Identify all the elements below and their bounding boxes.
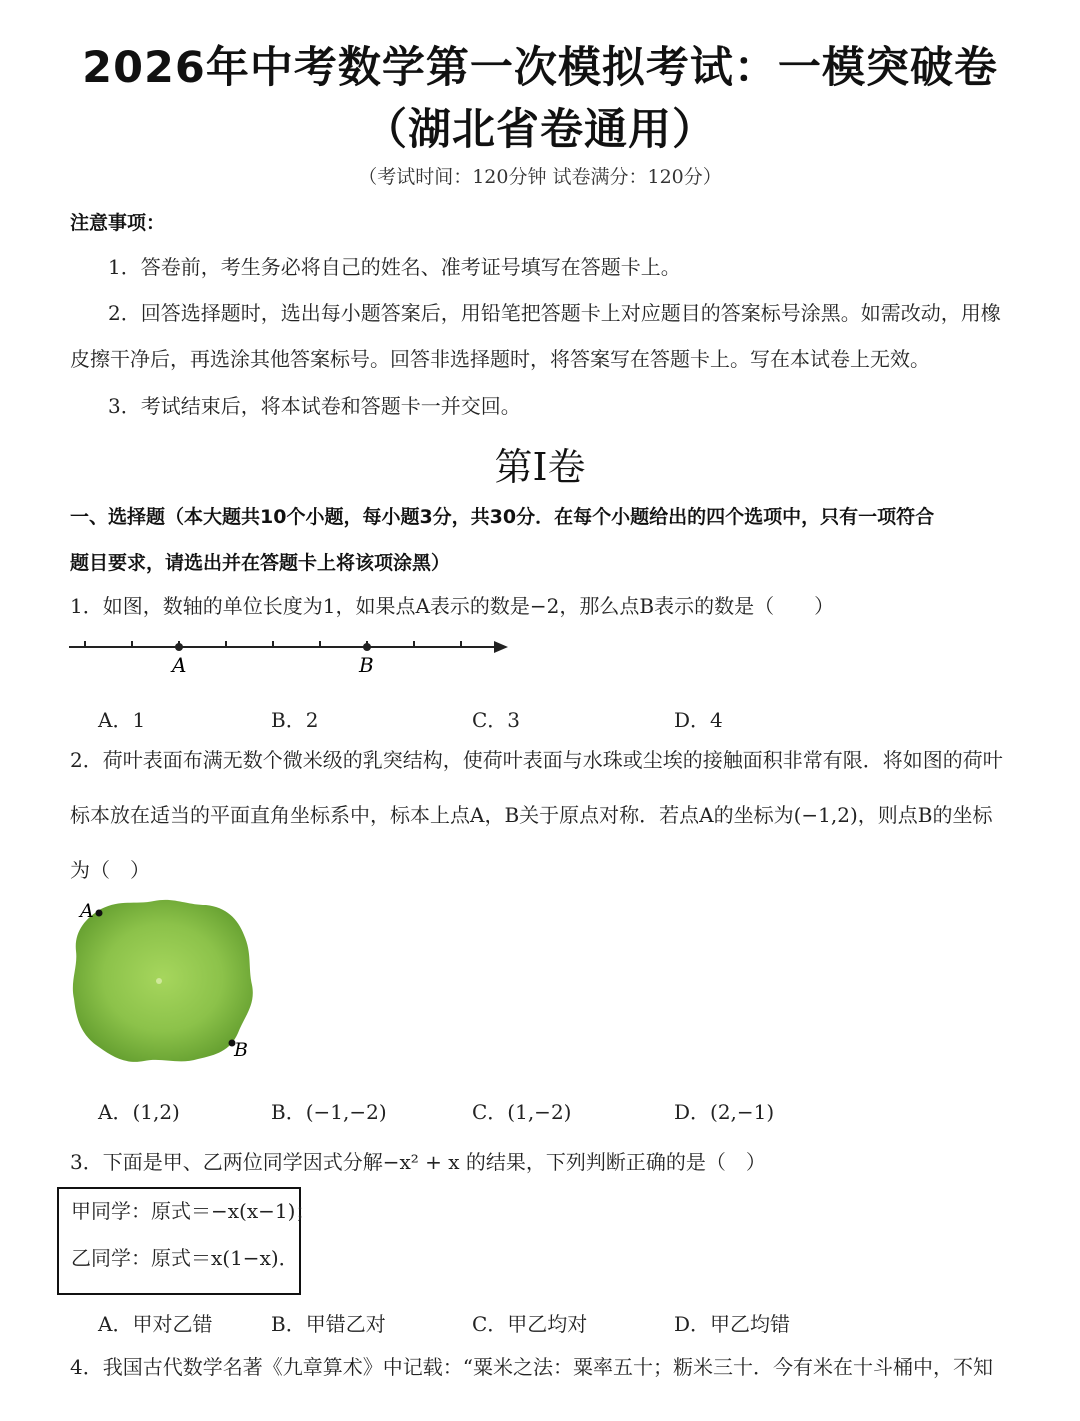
point-b-label: B: [359, 653, 374, 677]
exam-meta: （考试时间：120分钟 试卷满分：120分）: [358, 166, 722, 188]
q3-option-b: B．甲错乙对: [271, 1312, 386, 1336]
exam-title-line2: （湖北省卷通用）: [364, 105, 716, 155]
leaf-point-b-label: B: [234, 1039, 248, 1061]
q4-text: 4．我国古代数学名著《九章算术》中记载：“粟米之法：粟率五十；粝米三十．今有米在十斗桶中，不知: [70, 1355, 993, 1379]
notice-heading: 注意事项：: [70, 212, 166, 234]
q1-option-d: D．4: [674, 708, 723, 732]
q3-option-a: A．甲对乙错: [98, 1312, 213, 1336]
q2-text-line3: 为（ ）: [70, 858, 150, 882]
lotus-leaf-figure: [66, 895, 266, 1070]
q2-text-line2: 标本放在适当的平面直角坐标系中，标本上点A，B关于原点对称．若点A的坐标为(−1,2)，则点B的坐标: [70, 803, 993, 827]
q2-text-line1: 2．荷叶表面布满无数个微米级的乳突结构，使荷叶表面与水珠或尘埃的接触面积非常有限．将如图的荷叶: [70, 748, 1003, 772]
number-line-arrow: [494, 641, 508, 653]
q3-box-line2: 乙同学：原式＝x(1−x)．: [71, 1246, 299, 1270]
point-a-label: A: [172, 653, 187, 677]
q1-text: 1．如图，数轴的单位长度为1，如果点A表示的数是−2，那么点B表示的数是（ ）: [70, 594, 835, 618]
notice-item-2-line2: 皮擦干净后，再选涂其他答案标号。回答非选择题时，将答案写在答题卡上。写在本试卷上无效。: [70, 347, 930, 371]
part1-instructions-line1: 一、选择题（本大题共10个小题，每小题3分，共30分．在每个小题给出的四个选项中，只有一项符合: [70, 506, 935, 528]
q3-box-line1: 甲同学：原式＝−x(x−1)；: [71, 1199, 316, 1223]
q2-option-d: D．(2,−1): [674, 1100, 775, 1124]
q1-option-c: C．3: [472, 708, 521, 732]
leaf-point-a-dot: [96, 910, 103, 917]
notice-item-3: 3．考试结束后，将本试卷和答题卡一并交回。: [108, 394, 521, 418]
point-a-dot: [175, 643, 183, 651]
section-title: 第I卷: [494, 445, 586, 489]
q1-option-a: A．1: [98, 708, 146, 732]
q2-option-b: B．(−1,−2): [271, 1100, 387, 1124]
leaf-point-a-label: A: [80, 900, 94, 922]
leaf-center: [156, 978, 162, 984]
part1-instructions-line2: 题目要求，请选出并在答题卡上将该项涂黑）: [70, 552, 451, 574]
q3-text: 3．下面是甲、乙两位同学因式分解−x² + x 的结果，下列判断正确的是（ ）: [70, 1150, 766, 1174]
q3-option-d: D．甲乙均错: [674, 1312, 791, 1336]
lotus-leaf: [73, 900, 253, 1062]
notice-item-1: 1．答卷前，考生务必将自己的姓名、准考证号填写在答题卡上。: [108, 255, 681, 279]
exam-title-line1: 2026年中考数学第一次模拟考试：一模突破卷: [82, 43, 998, 93]
point-b-dot: [363, 643, 371, 651]
notice-item-2-line1: 2．回答选择题时，选出每小题答案后，用铅笔把答题卡上对应题目的答案标号涂黑。如需改动，用橡: [108, 301, 1001, 325]
q1-option-b: B．2: [271, 708, 319, 732]
q2-option-a: A．(1,2): [98, 1100, 180, 1124]
number-line-figure: [66, 630, 516, 680]
q3-option-c: C．甲乙均对: [472, 1312, 588, 1336]
q2-option-c: C．(1,−2): [472, 1100, 572, 1124]
